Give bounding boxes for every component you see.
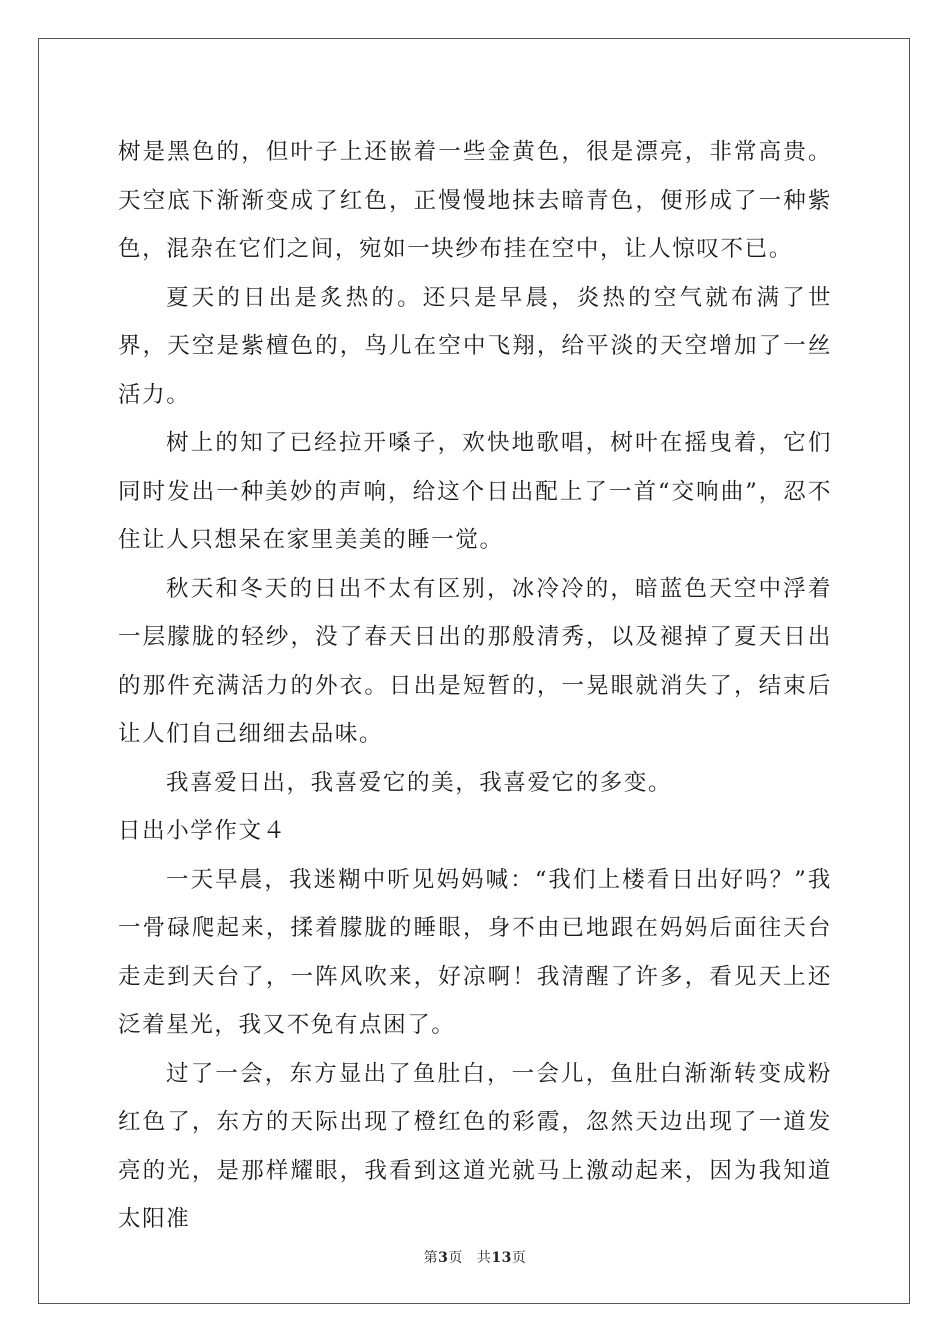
section-heading: 日出小学作文４: [118, 818, 287, 844]
page-footer: [0, 1247, 950, 1267]
total-prefix: 共: [476, 1250, 492, 1266]
paragraph: 树是黑色的，但叶子上还嵌着一些金黄色，很是漂亮，非常高贵。天空底下渐渐变成了红色，正慢慢地抹去暗青色，便形成了一种紫色，混杂在它们之间，宛如一块纱布挂在空中，让人惊叹不已。: [118, 139, 832, 262]
document-body: [118, 128, 832, 1244]
paragraph: 夏天的日出是炙热的。还只是早晨，炎热的空气就布满了世界，天空是紫檀色的，鸟儿在空中飞翔，给平淡的天空增加了一丝活力。: [118, 284, 832, 408]
paragraph: 秋天和冬天的日出不太有区别，冰冷冷的，暗蓝色天空中浮着一层朦胧的轻纱，没了春天日出的那般清秀，以及褪掉了夏天日出的那件充满活力的外衣。日出是短暂的，一晃眼就消失了，结束后让人们自己细细去品味。: [118, 575, 832, 747]
paragraph: 过了一会，东方显出了鱼肚白，一会儿，鱼肚白渐渐转变成粉红色了，东方的天际出现了橙红色的彩霞，忽然天边出现了一道发亮的光，是那样耀眼，我看到这道光就马上激动起来，因为我知道太阳准: [118, 1060, 832, 1232]
paragraph: 一天早晨，我迷糊中听见妈妈喊：“我们上楼看日出好吗？”我一骨碌爬起来，揉着朦胧的睡眼，身不由已地跟在妈妈后面往天台走走到天台了，一阵风吹来，好凉啊！我清醒了许多，看见天上还泛着星光，我又不免有点困了。: [118, 866, 832, 1038]
total-page-number: 13: [491, 1250, 512, 1266]
current-page-number: 3: [438, 1250, 449, 1266]
total-suffix: 页: [511, 1250, 527, 1266]
paragraph: 我喜爱日出，我喜爱它的美，我喜爱它的多变。: [166, 769, 673, 796]
page-suffix: 页: [448, 1250, 463, 1266]
page-prefix: 第: [423, 1250, 439, 1266]
paragraph: 树上的知了已经拉开嗓子，欢快地歌唱，树叶在摇曳着，它们同时发出一种美妙的声响，给这个日出配上了一首“交响曲”，忍不住让人只想呆在家里美美的睡一觉。: [118, 430, 832, 553]
